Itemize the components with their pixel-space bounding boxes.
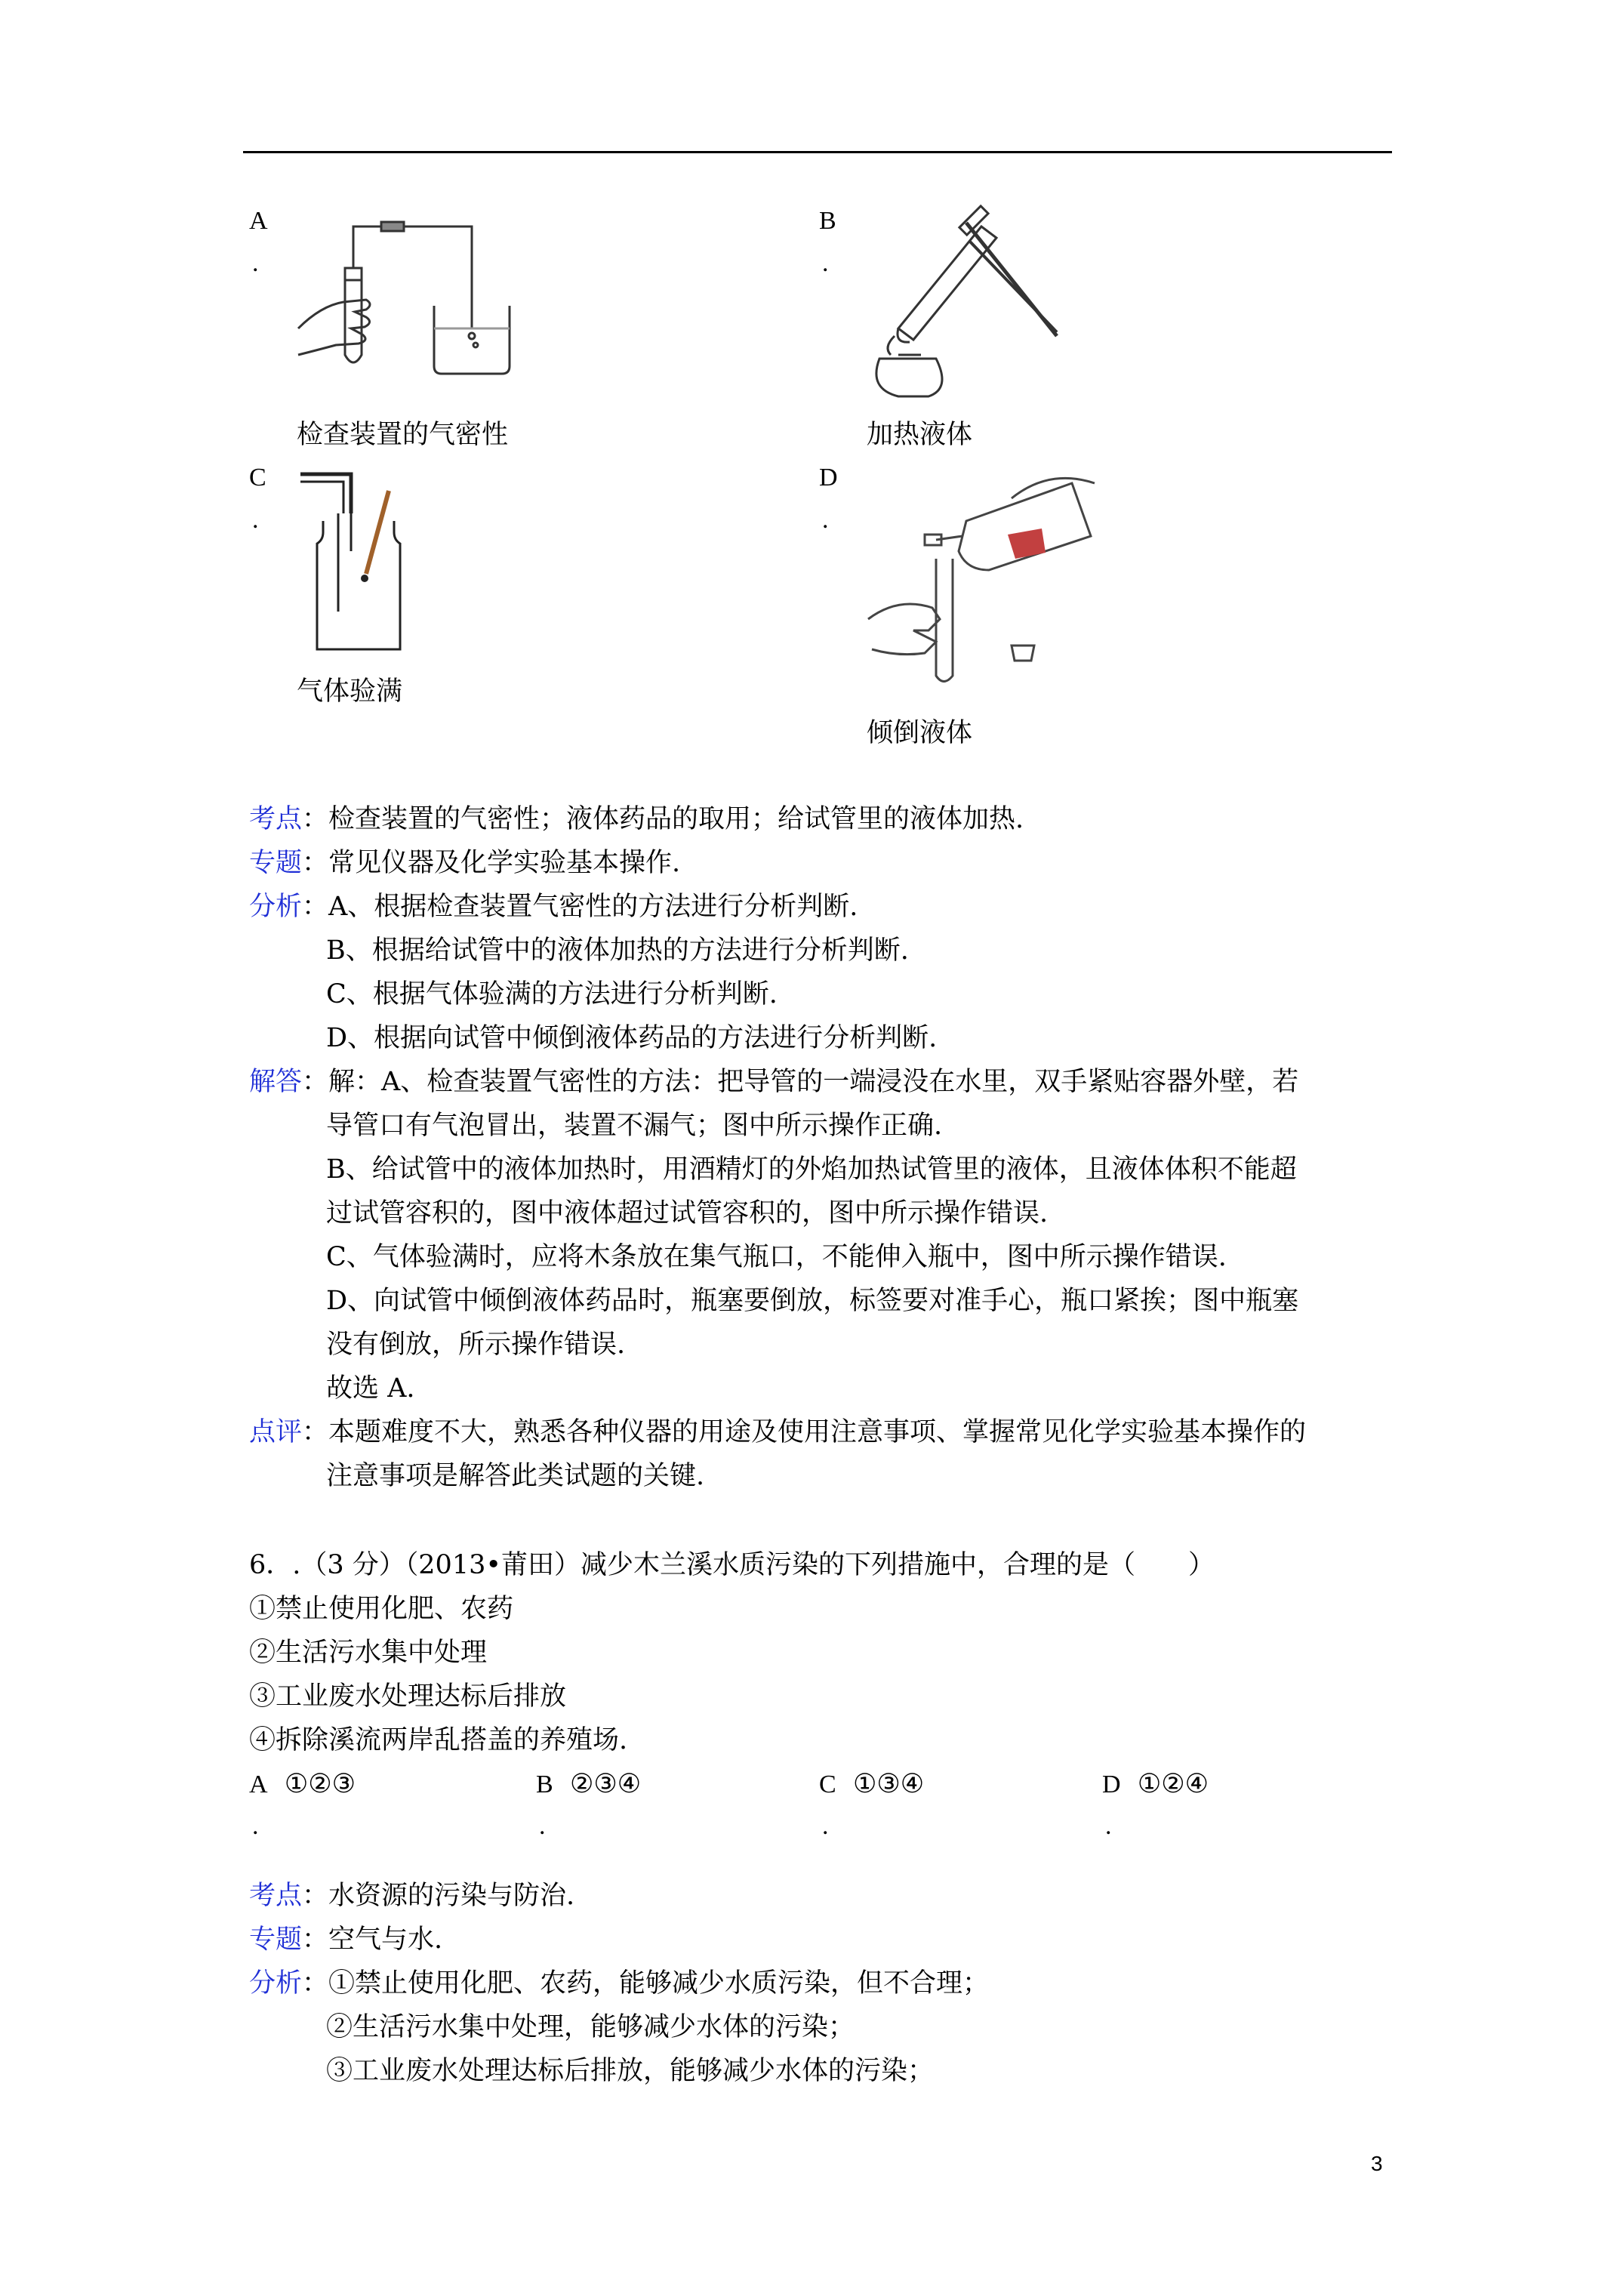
option-a-letter: A (249, 207, 268, 235)
q6-choice-d (1102, 1768, 1209, 1801)
jieda-line: C、气体验满时，应将木条放在集气瓶口，不能伸入瓶中，图中所示操作错误. (326, 1242, 1227, 1272)
jieda-line: 导管口有气泡冒出，装置不漏气；图中所示操作正确. (326, 1111, 943, 1141)
choice-letter: C (819, 1771, 836, 1798)
option-b-letter: B (819, 207, 836, 235)
page-number: 3 (1371, 2152, 1383, 2175)
jieda-line: B、给试管中的液体加热时，用酒精灯的外焰加热试管里的液体，且液体体积不能超 (326, 1154, 1297, 1185)
q5-jieda (249, 1066, 1298, 1098)
q6-choice-a (249, 1768, 356, 1801)
option-d-letter: D (819, 464, 838, 492)
option-c-dot: . (252, 506, 259, 534)
q6-item: ③工业废水处理达标后排放 (249, 1681, 567, 1712)
option-d-dot: . (822, 506, 829, 534)
jieda-line: D、向试管中倾倒液体药品时，瓶塞要倒放，标签要对准手心，瓶口紧挨；图中瓶塞 (326, 1286, 1299, 1316)
q6-choice-b (536, 1768, 641, 1801)
jieda-line: 过试管容积的，图中液体超过试管容积的，图中所示操作错误. (326, 1198, 1049, 1228)
dianping-line: 注意事项是解答此类试题的关键. (326, 1461, 705, 1491)
jieda-line: 故选 A. (326, 1373, 415, 1404)
option-a-dot: . (252, 249, 259, 277)
option-c-letter: C (249, 464, 266, 492)
pouring-liquid-icon (853, 468, 1102, 687)
fenxi-line: ③工业废水处理达标后排放，能够减少水体的污染； (326, 2056, 935, 2086)
option-b-caption: 加热液体 (867, 420, 973, 450)
zhuanti-label: 专题 (249, 1925, 303, 1955)
jieda-line: 没有倒放，所示操作错误. (326, 1330, 626, 1360)
q6-item: ①禁止使用化肥、农药 (249, 1594, 514, 1624)
q6-choice-c (819, 1768, 924, 1801)
choice-text: ①③④ (852, 1769, 925, 1799)
choice-letter: B (536, 1771, 553, 1798)
zhuanti-text: ：空气与水. (302, 1925, 443, 1955)
q5-fenxi (249, 891, 858, 923)
q6-kaodian (249, 1880, 574, 1912)
choice-text: ①②③ (284, 1769, 356, 1799)
fenxi-line: C、根据气体验满的方法进行分析判断. (326, 979, 778, 1009)
header-rule (243, 151, 1392, 153)
q6-item: ④拆除溪流两岸乱搭盖的养殖场. (249, 1725, 628, 1755)
fenxi-line: ：A、根据检查装置气密性的方法进行分析判断. (302, 892, 858, 922)
fenxi-line: B、根据给试管中的液体加热的方法进行分析判断. (326, 935, 909, 966)
airtightness-check-icon (291, 215, 525, 393)
kaodian-text: ：检查装置的气密性；液体药品的取用；给试管里的液体加热. (302, 804, 1024, 834)
q5-zhuanti (249, 847, 680, 879)
q6-stem: 6．.（3 分）（2013•莆田）减少木兰溪水质污染的下列措施中，合理的是（ ） (249, 1550, 1215, 1580)
fenxi-label: 分析 (249, 892, 303, 922)
fenxi-line: D、根据向试管中倾倒液体药品的方法进行分析判断. (326, 1023, 938, 1053)
kaodian-label: 考点 (249, 1881, 303, 1911)
choice-text: ②③④ (569, 1769, 642, 1799)
dianping-label: 点评 (249, 1417, 303, 1447)
q5-kaodian (249, 803, 1024, 835)
zhuanti-text: ：常见仪器及化学实验基本操作. (302, 848, 681, 878)
fenxi-line: ②生活污水集中处理，能够减少水体的污染； (326, 2012, 855, 2042)
q6-choice-b-dot: . (539, 1812, 546, 1840)
choice-letter: D (1102, 1771, 1121, 1798)
fenxi-line: ：①禁止使用化肥、农药，能够减少水质污染，但不合理； (302, 1968, 990, 1999)
q5-dianping (249, 1416, 1306, 1448)
fenxi-label: 分析 (249, 1968, 303, 1999)
jieda-label: 解答 (249, 1067, 303, 1097)
jieda-line: ：解：A、检查装置气密性的方法：把导管的一端浸没在水里，双手紧贴容器外壁，若 (302, 1067, 1299, 1097)
option-c-caption: 气体验满 (297, 676, 403, 707)
q6-fenxi (249, 1968, 989, 1999)
gas-full-test-icon (294, 468, 408, 657)
option-b-dot: . (822, 249, 829, 277)
kaodian-label: 考点 (249, 804, 303, 834)
choice-letter: A (249, 1771, 268, 1798)
option-a-caption: 检查装置的气密性 (297, 420, 509, 450)
q6-choice-d-dot: . (1105, 1812, 1112, 1840)
q6-zhuanti (249, 1924, 442, 1955)
choice-text: ①②④ (1137, 1769, 1209, 1799)
zhuanti-label: 专题 (249, 848, 303, 878)
kaodian-text: ：水资源的污染与防治. (302, 1881, 575, 1911)
q6-choice-c-dot: . (822, 1812, 829, 1840)
option-d-caption: 倾倒液体 (867, 718, 973, 748)
heating-liquid-icon (853, 208, 1079, 404)
dianping-line: ：本题难度不大，熟悉各种仪器的用途及使用注意事项、掌握常见化学实验基本操作的 (302, 1417, 1307, 1447)
q6-choice-a-dot: . (252, 1812, 259, 1840)
q6-item: ②生活污水集中处理 (249, 1638, 488, 1668)
